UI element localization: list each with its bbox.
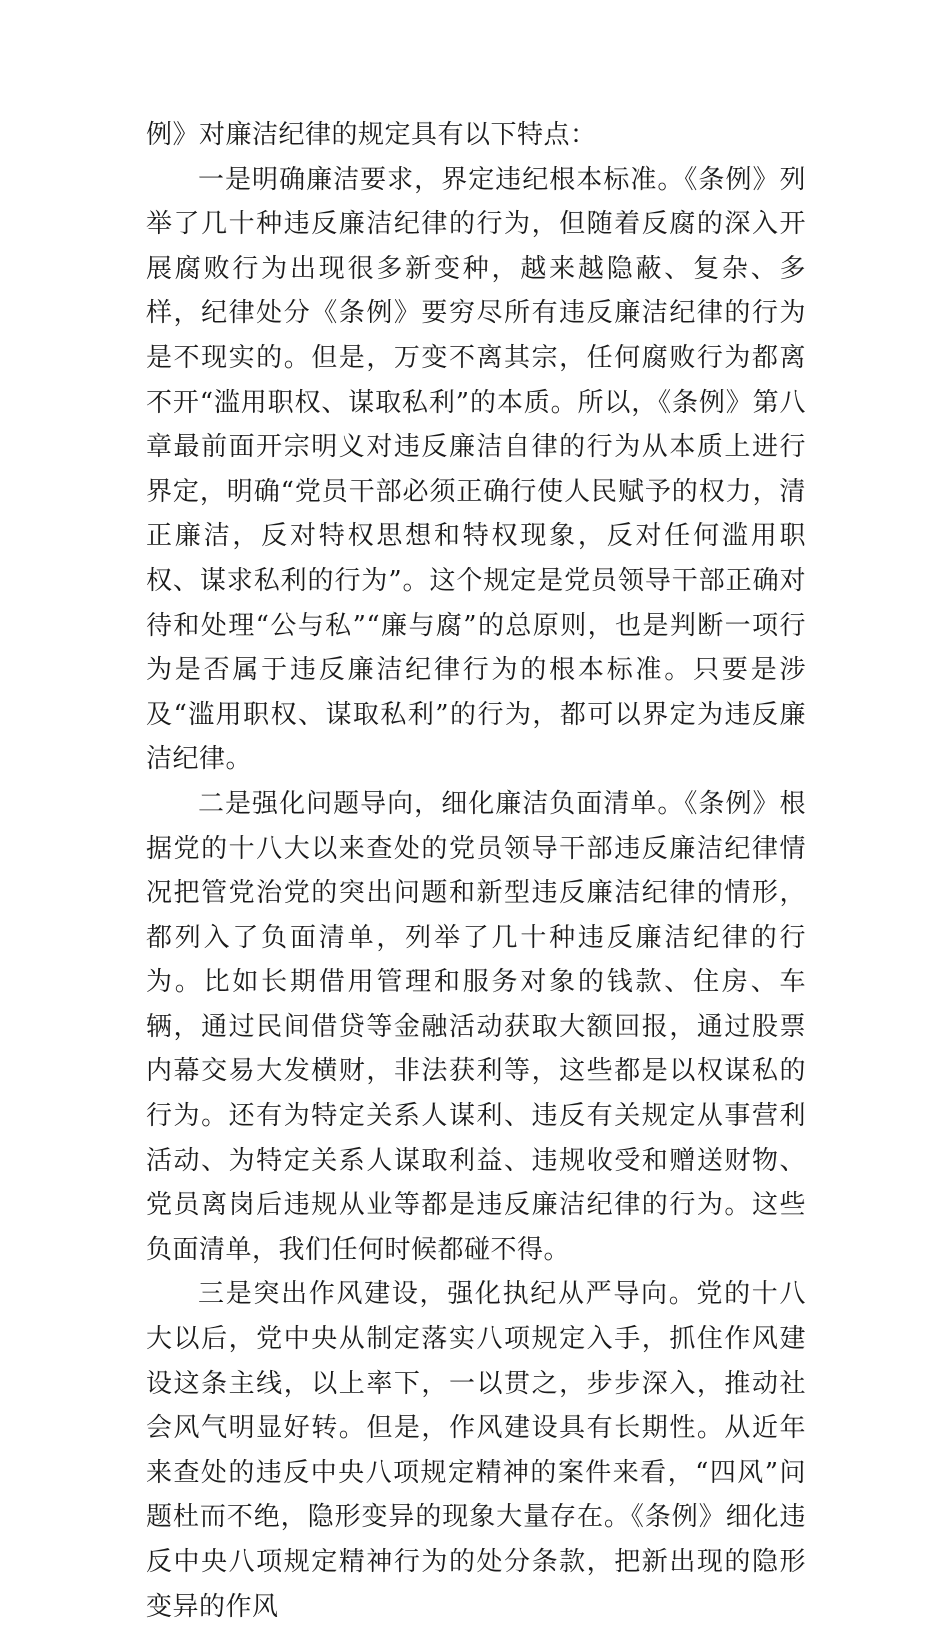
paragraph-point-one: 一是明确廉洁要求，界定违纪根本标准。《条例》列举了几十种违反廉洁纪律的行为，但随着反腐的深入开展腐败行为出现很多新变种，越来越隐蔽、复杂、多样，纪律处分《条例》要穷尽所有违反廉洁纪律的行为是不现实的。但是，万变不离其宗，任何腐败行为都离不开“滥用职权、谋取私利”的本质。所以，《条例》第八章最前面开宗明义对违反廉洁自律的行为从本质上进行界定，明确“党员干部必须正确行使人民赋予的权力，清正廉洁，反对特权思想和特权现象，反对任何滥用职权、谋求私利的行为”。这个规定是党员领导干部正确对待和处理“公与私”“廉与腐”的总原则，也是判断一项行为是否属于违反廉洁纪律行为的根本标准。只要是涉及“滥用职权、谋取私利”的行为，都可以界定为违反廉洁纪律。 — [146, 164, 806, 775]
paragraph-intro-continuation: 例》对廉洁纪律的规定具有以下特点： — [146, 120, 597, 150]
paragraph-point-three: 三是突出作风建设，强化执纪从严导向。党的十八大以后，党中央从制定落实八项规定入手，抓住作风建设这条主线，以上率下，一以贯之，步步深入，推动社会风气明显好转。但是，作风建设具有长期性。从近年来查处的违反中央八项规定精神的案件来看，“四风”问题杜而不绝，隐形变异的现象大量存在。《条例》细化违反中央八项规定精神行为的处分条款，把新出现的隐形变异的作风 — [146, 1279, 806, 1622]
paragraph-point-two: 二是强化问题导向，细化廉洁负面清单。《条例》根据党的十八大以来查处的党员领导干部违反廉洁纪律情况把管党治党的突出问题和新型违反廉洁纪律的情形，都列入了负面清单，列举了几十种违反廉洁纪律的行为。比如长期借用管理和服务对象的钱款、住房、车辆，通过民间借贷等金融活动获取大额回报，通过股票内幕交易大发横财，非法获利等，这些都是以权谋私的行为。还有为特定关系人谋利、违反有关规定从事营利活动、为特定关系人谋取利益、违规收受和赠送财物、党员离岗后违规从业等都是违反廉洁纪律的行为。这些负面清单，我们任何时候都碰不得。 — [146, 788, 806, 1265]
document-body — [146, 113, 806, 1629]
